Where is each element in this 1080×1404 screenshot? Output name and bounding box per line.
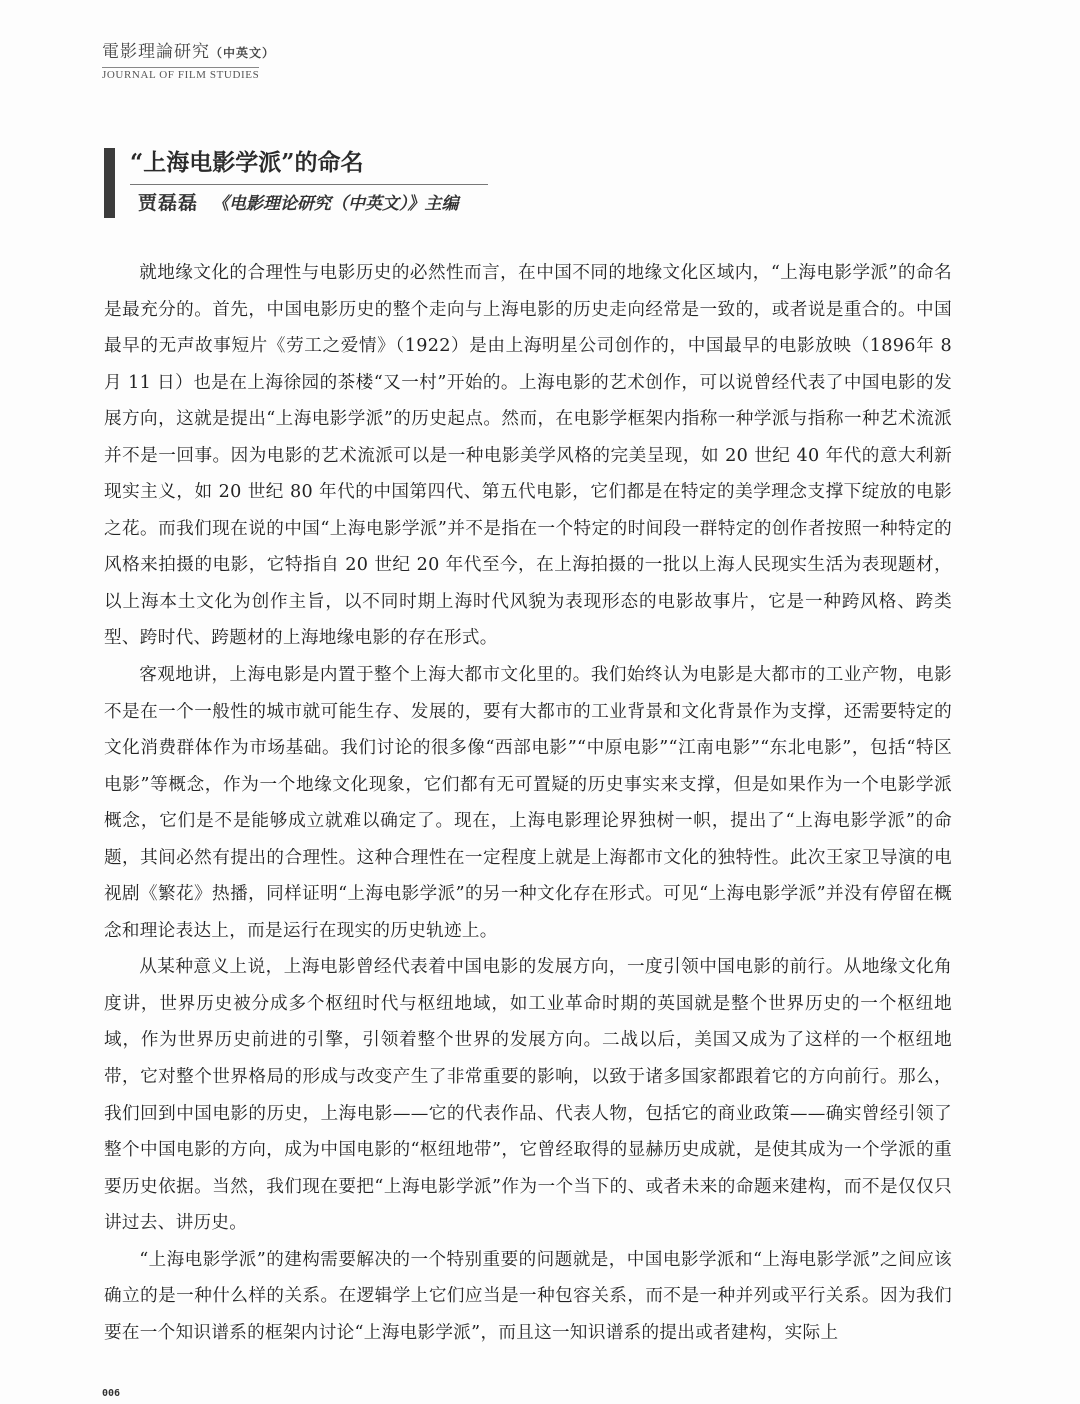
article-body [104,255,952,1351]
article-heading-block [104,148,494,218]
author-affiliation: 《电影理论研究（中英文）》主编 [212,194,459,214]
paragraph: 就地缘文化的合理性与电影历史的必然性而言，在中国不同的地缘文化区域内，“上海电影学派”的命名是最充分的。首先，中国电影历史的整个走向与上海电影的历史走向经常是一致的，或者说是重合的。中国最早的无声故事短片《劳工之爱情》（1922）是由上海明星公司创作的，中国最早的电影放映（1896年 8 月 11 日）也是在上海徐园的茶楼“又一村”开始的。上海电影的艺术创作，可以说曾经代表了中国电影的发展方向，这就是提出“上海电影学派”的历史起点。然而，在电影学框架内指称一种学派与指称一种艺术流派并不是一回事。因为电影的艺术流派可以是一种电影美学风格的完美呈现，如 20 世纪 40 年代的意大利新现实主义，如 20 世纪 80 年代的中国第四代、第五代电影，它们都是在特定的美学理念支撑下绽放的电影之花。而我们现在说的中国“上海电影学派”并不是指在一个特定的时间段一群特定的创作者按照一种特定的风格来拍摄的电影，它特指自 20 世纪 20 年代至今，在上海拍摄的一批以上海人民现实生活为表现题材，以上海本土文化为创作主旨，以不同时期上海时代风貌为表现形态的电影故事片，它是一种跨风格、跨类型、跨时代、跨题材的上海地缘电影的存在形式。 [104,263,952,649]
journal-title-cn [102,42,362,63]
author-name: 贾磊磊 [138,192,199,214]
paragraph: 客观地讲，上海电影是内置于整个上海大都市文化里的。我们始终认为电影是大都市的工业产物，电影不是在一个一般性的城市就可能生存、发展的，要有大都市的工业背景和文化背景作为支撑，还需要特定的文化消费群体作为市场基础。我们讨论的很多像“西部电影”“中原电影”“江南电影”“东北电影”，包括“特区电影”等概念，作为一个地缘文化现象，它们都有无可置疑的历史事实来支撑，但是如果作为一个电影学派概念，它们是不是能够成立就难以确定了。现在，上海电影理论界独树一帜，提出了“上海电影学派”的命题，其间必然有提出的合理性。这种合理性在一定程度上就是上海都市文化的独特性。此次王家卫导演的电视剧《繁花》热播，同样证明“上海电影学派”的另一种文化存在形式。可见“上海电影学派”并没有停留在概念和理论表达上，而是运行在现实的历史轨迹上。 [104,665,952,941]
paragraph: 从某种意义上说，上海电影曾经代表着中国电影的发展方向，一度引领中国电影的前行。从地缘文化角度讲，世界历史被分成多个枢纽时代与枢纽地域，如工业革命时期的英国就是整个世界历史的一个枢纽地域，作为世界历史前进的引擎，引领着整个世界的发展方向。二战以后，美国又成为了这样的一个枢纽地带，它对整个世界格局的形成与改变产生了非常重要的影响，以致于诸多国家都跟着它的方向前行。那么，我们回到中国电影的历史，上海电影——它的代表作品、代表人物，包括它的商业政策——确实曾经引领了整个中国电影的方向，成为中国电影的“枢纽地带”，它曾经取得的显赫历史成就，是使其成为一个学派的重要历史依据。当然，我们现在要把“上海电影学派”作为一个当下的、或者未来的命题来建构，而不是仅仅只讲过去、讲历史。 [104,957,952,1234]
journal-title-en: JOURNAL OF FILM STUDIES [102,69,260,81]
heading-divider [130,184,488,185]
paragraph: “上海电影学派”的建构需要解决的一个特别重要的问题就是，中国电影学派和“上海电影学派”之间应该确立的是一种什么样的关系。在逻辑学上它们应当是一种包容关系，而不是一种并列或平行关系。因为我们要在一个知识谱系的框架内讨论“上海电影学派”，而且这一知识谱系的提出或者建构，实际上 [104,1249,952,1343]
page-number: 006 [102,1388,121,1399]
journal-title-cn-paren: （中英文） [210,46,276,60]
byline [138,190,459,217]
heading-accent-bar [104,148,115,218]
article-title: “上海电影学派”的命名 [130,149,364,176]
journal-title-cn-main: 電影理論研究 [102,42,210,62]
journal-header [102,42,362,82]
